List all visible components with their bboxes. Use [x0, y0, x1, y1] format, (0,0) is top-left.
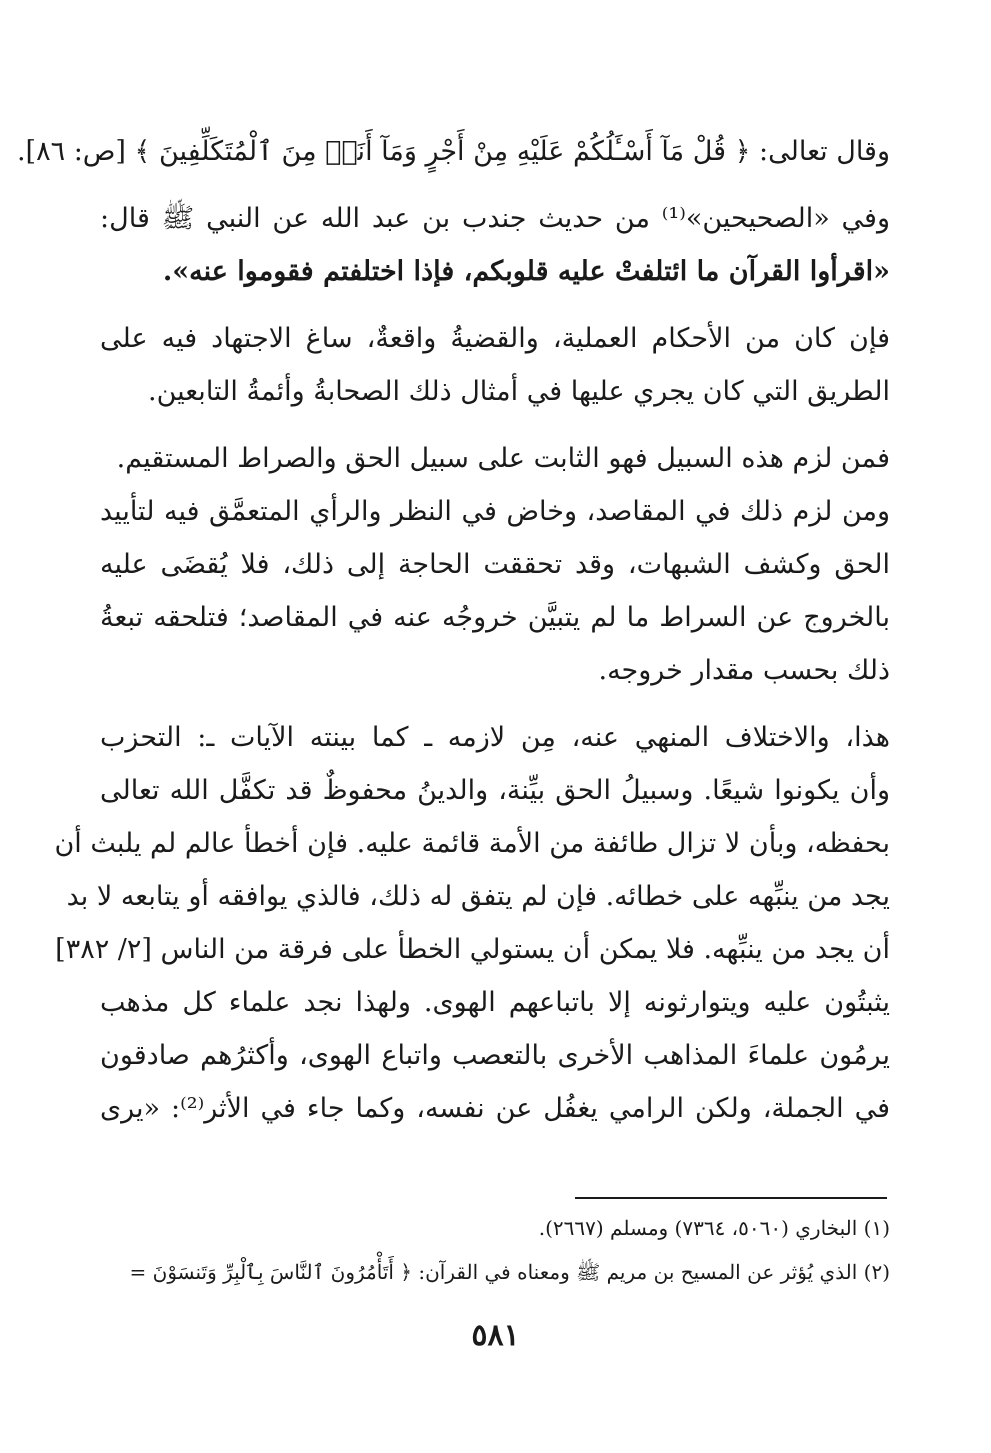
paragraph-sirat [100, 432, 890, 697]
text-line: وقال تعالى: ﴿ قُلْ مَآ أَسْـَٔلُكُمْ عَلَيْهِ مِنْ أَجْرٍ وَمَآ أَنَا۠ مِنَ ٱلْمُتَكَلِّفِينَ ﴾ [ص: ٨٦]. [16, 136, 890, 167]
footnote-2: (٢) الذي يُؤثر عن المسيح بن مريم ﷺ ومعناه في القرآن: ﴿ أَتَأْمُرُونَ ٱلنَّاسَ بِٱلْبِرِّ وَتَنسَوْنَ = [129, 1260, 890, 1284]
text-line: ومن لزم ذلك في المقاصد، وخاض في النظر والرأي المتعمَّق فيه لتأييد [100, 496, 890, 527]
footnote-1: (١) البخاري (٥٠٦٠، ٧٣٦٤) ومسلم (٢٦٦٧). [538, 1216, 890, 1240]
text-line: الحق وكشف الشبهات، وقد تحققت الحاجة إلى ذلك، فلا يُقضَى عليه [100, 549, 890, 580]
paragraph-hadith [100, 192, 890, 298]
text-line: أن يجد من ينبِّهه. فلا يمكن أن يستولي الخطأ على فرقة من الناس [٢/ ٣٨٢] [55, 934, 890, 965]
text-line: وفي «الصحيحين»⁽¹⁾ من حديث جندب بن عبد الله عن النبي ﷺ قال: [100, 203, 890, 234]
text-line: وأن يكونوا شيعًا. وسبيلُ الحق بيِّنة، والدينُ محفوظٌ قد تكفَّل الله تعالى [100, 775, 890, 806]
text-line: فإن كان من الأحكام العملية، والقضيةُ واقعةٌ، ساغ الاجتهاد فيه على [100, 323, 890, 354]
text-line: يرمُون علماءَ المذاهب الأخرى بالتعصب واتباع الهوى، وأكثرُهم صادقون [100, 1040, 890, 1071]
text-line: بحفظه، وبأن لا تزال طائفة من الأمة قائمة عليه. فإن أخطأ عالم لم يلبث أن [54, 828, 890, 859]
text-line: يجد من ينبِّهه على خطائه. فإن لم يتفق له ذلك، فالذي يوافقه أو يتابعه لا بد [66, 881, 890, 912]
text-line: هذا، والاختلاف المنهي عنه، مِن لازمه ـ كما بينته الآيات ـ: التحزب [100, 722, 890, 753]
footnote-divider [575, 1197, 887, 1199]
paragraph-ikhtilaf [54, 711, 890, 1135]
text-line: يثبتُون عليه ويتوارثونه إلا باتباعهم الهوى. ولهذا نجد علماء كل مذهب [100, 987, 890, 1018]
text-line: الطريق التي كان يجري عليها في أمثال ذلك الصحابةُ وأئمةُ التابعين. [148, 376, 890, 407]
footnotes [90, 1206, 890, 1294]
paragraph-quran-verse [16, 125, 890, 178]
page-body [16, 125, 890, 1135]
text-line: في الجملة، ولكن الرامي يغفُل عن نفسه، وكما جاء في الأثر⁽²⁾: «يرى [100, 1093, 890, 1124]
page-number: ٥٨١ [471, 1318, 520, 1353]
hadith-quote-line: «اقرأوا القرآن ما ائتلفتْ عليه قلوبكم، فإذا اختلفتم فقوموا عنه». [162, 256, 890, 287]
paragraph-ijtihad [100, 312, 890, 418]
text-line: فمن لزم هذه السبيل فهو الثابت على سبيل الحق والصراط المستقيم. [116, 443, 890, 474]
text-line: بالخروج عن السراط ما لم يتبيَّن خروجُه عنه في المقاصد؛ فتلحقه تبعةُ [100, 602, 890, 633]
text-line: ذلك بحسب مقدار خروجه. [598, 655, 890, 686]
